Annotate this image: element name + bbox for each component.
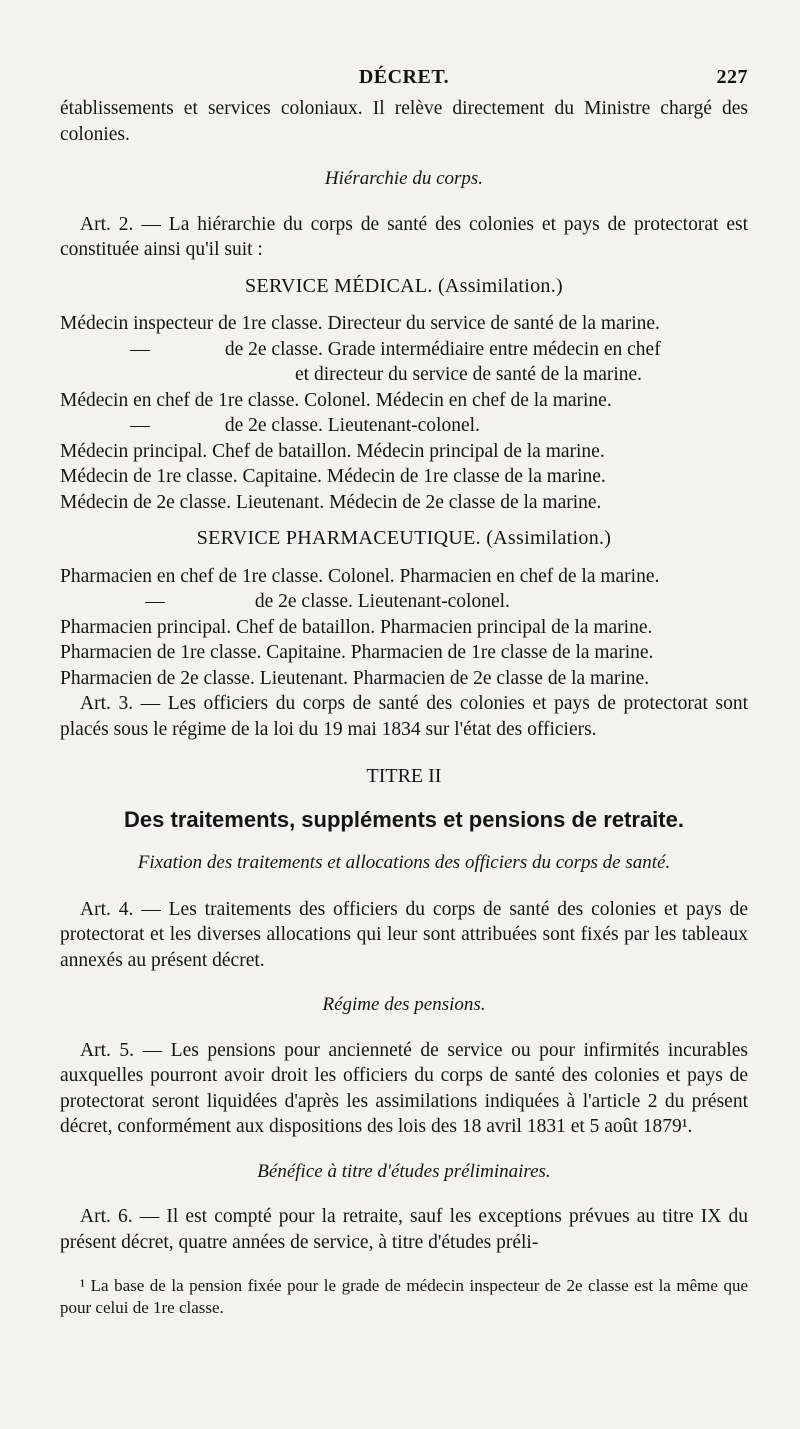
running-title: DÉCRET. [358,66,450,88]
titre-heading: Des traitements, suppléments et pensions de retraite. [124,806,684,832]
medical-grade-line: Médecin de 1re classe. Capitaine. Médecin de 1re classe de la marine. [60,466,606,487]
article-6: Art. 6. — Il est compté pour la retraite, sauf les exceptions prévues au titre IX du présent décret, quatre années de service, à titre d'études préli- [60,1206,748,1253]
hierarchy-heading: Hiérarchie du corps. [324,168,484,189]
footnote: ¹ La base de la pension fixée pour le grade de médecin inspecteur de 2e classe est la même que pour celui de 1re classe. [60,1276,748,1317]
titre-number: TITRE II [366,765,442,787]
pharmacist-grade-line [60,589,748,615]
medical-grade-detail: de 2e classe. Lieutenant-colonel. [224,415,480,436]
medical-grade-continuation: et directeur du service de santé de la marine. [295,364,643,385]
medical-service-list [60,311,748,515]
article-2: Art. 2. — La hiérarchie du corps de santé des colonies et pays de protectorat est constituée ainsi qu'il suit : [60,213,748,260]
medical-grade-line: Médecin en chef de 1re classe. Colonel. Médecin en chef de la marine. [60,389,612,411]
article-3: Art. 3. — Les officiers du corps de santé des colonies et pays de protectorat sont placés sous le régime de la loi du 19 mai 1834 sur l'état des officiers. [60,693,748,740]
pharmacist-grade-line: Pharmacien de 2e classe. Lieutenant. Pharmacien de 2e classe de la marine. [60,667,650,689]
ditto-dash: — [130,415,150,436]
article-5: Art. 5. — Les pensions pour ancienneté de service ou pour infirmités incurables auxquelles pourront avoir droit les officiers du corps de santé des colonies et pays de protectorat seront liquidées d'après les assimilations indiquées à l'article 2 du présent décret, conformément aux dispositions des lois des 18 avril 1831 et 5 août 1879¹. [60,1039,748,1137]
pharmaceutical-service-list [60,564,748,692]
article-4: Art. 4. — Les traitements des officiers du corps de santé des colonies et pays de protectorat et les diverses allocations qui leur sont attribuées sont fixés par les tableaux annexés au présent décret. [60,898,748,971]
pharmacist-grade-detail: de 2e classe. Lieutenant-colonel. [254,591,510,612]
medical-grade-line: Médecin principal. Chef de bataillon. Médecin principal de la marine. [60,440,605,462]
pharmacist-grade-line: Pharmacien en chef de 1re classe. Colonel. Pharmacien en chef de la marine. [60,565,660,587]
medical-service-heading: SERVICE MÉDICAL. (Assimilation.) [245,274,563,297]
ditto-dash: — [130,338,150,360]
pharmacist-grade-line: Pharmacien principal. Chef de bataillon. Pharmacien principal de la marine. [60,616,653,638]
pharmacist-grade-line: Pharmacien de 1re classe. Capitaine. Pharmacien de 1re classe de la marine. [60,642,654,663]
benefit-heading: Bénéfice à titre d'études préliminaires. [257,1160,551,1182]
page-number: 227 [716,66,748,88]
pensions-heading: Régime des pensions. [322,994,486,1015]
medical-grade-line: Médecin inspecteur de 1re classe. Directeur du service de santé de la marine. [60,313,660,334]
medical-grade-line [60,337,748,363]
titre-subtitle: Fixation des traitements et allocations des officiers du corps de santé. [137,852,671,873]
medical-grade-line: Médecin de 2e classe. Lieutenant. Médecin de 2e classe de la marine. [60,491,602,513]
pharmaceutical-service-heading: SERVICE PHARMACEUTIQUE. (Assimilation.) [196,527,612,549]
ditto-dash: — [145,591,165,612]
intro-paragraph: établissements et services coloniaux. Il relève directement du Ministre chargé des colonies. [60,98,748,145]
medical-grade-detail: de 2e classe. Grade intermédiaire entre médecin en chef [224,338,661,360]
running-head [60,64,748,96]
document-body [60,96,748,1319]
medical-grade-line [60,413,748,439]
